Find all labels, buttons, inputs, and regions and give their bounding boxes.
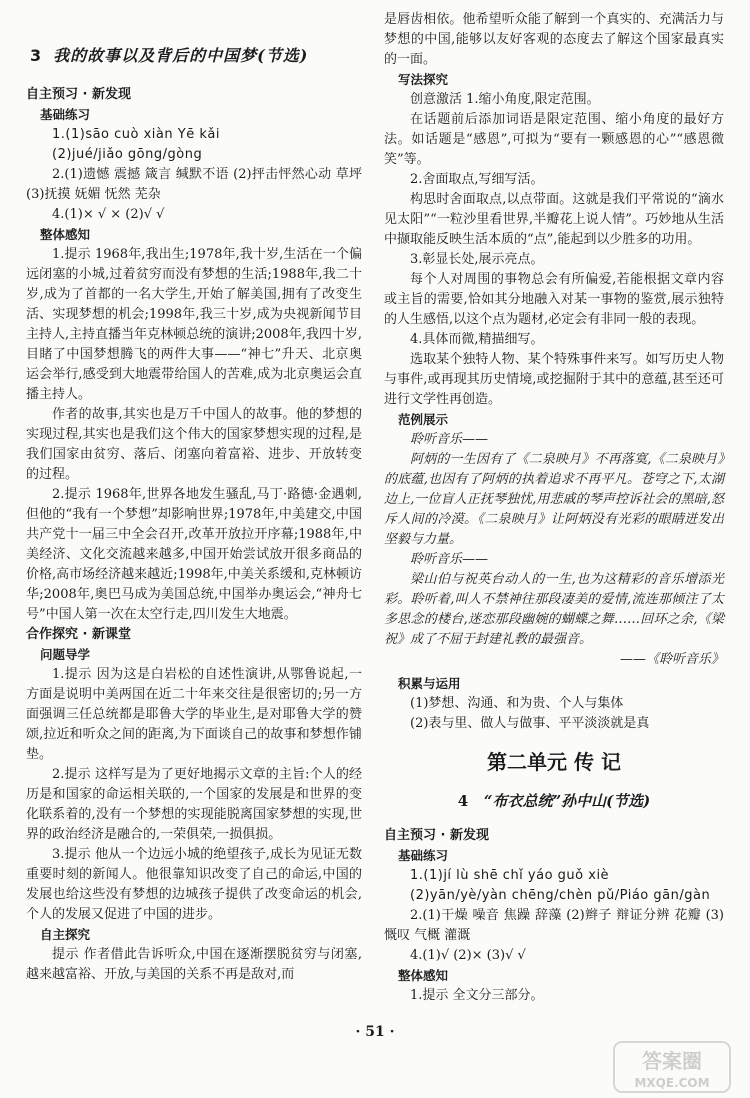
subheading-basic-practice: 基础练习 [40, 107, 91, 122]
page-number: · 51 · [355, 1024, 395, 1040]
paragraph-continued: 是唇齿相依。他希望听众能了解到一个真实的、充满活力与梦想的中国,能够以友好客观的态度去了解这个国家最真实的一面。 [384, 12, 724, 67]
answer-l4-b1a: 1.(1)jí lù shē chǐ yáo guǒ xiè [410, 868, 610, 883]
accumulate-2: (2)表与里、做人与做事、平平淡淡就是真 [410, 716, 650, 731]
writing-tip-1: 创意激活 1.缩小角度,限定范围。 [410, 92, 600, 107]
answer-l4-b4: 4.(1)√ (2)× (3)√ √ [410, 948, 526, 963]
lesson-4-title [384, 790, 724, 812]
subheading-guide: 问题导学 [40, 647, 91, 662]
paragraph-hint-2: 2.提示 1968年,世界各地发生骚乱,马丁·路德·金遇刺,但他的“我有一个梦想”却影响世界;1978年,中美建交,中国共产党十一届三中全会召开,改革开放拉开序幕;1988年,中美经济、文化交流越来越多,中国开始尝试放开很多商品的价格,高市场经济越来越近;1998年,中美关系缓和,克林顿访华;2008年,奥巴马成为美国总统,中国举办奥运会,“神舟七号”中国人第一次在太空行走,四川发生大地震。 [26, 487, 362, 622]
paragraph-guide-3: 3.提示 他从一个边远小城的绝望孩子,成长为见证无数重要时刻的新闻人。他很靠知识改变了自己的命运,中国的发展也给这些没有梦想的边城孩子提供了改变命运的机会,个人的发展又促进了中国的进步。 [26, 847, 362, 922]
watermark-logo [612, 1040, 732, 1094]
lesson-3-title [26, 45, 362, 67]
lesson-4-title-text: “布衣总统”孙中山(节选) [483, 792, 651, 810]
section-heading-preview: 自主预习 · 新发现 [26, 87, 131, 102]
writing-tip-2: 2.舍面取点,写细写活。 [410, 172, 544, 187]
lesson-title-text: 我的故事以及背后的中国梦(节选) [53, 46, 309, 65]
unit-title: 第二单元 传 记 [487, 750, 621, 774]
answer-b1b: (2)jué/jiǎo gōng/gòng [52, 147, 203, 162]
paragraph-guide-2: 2.提示 这样写是为了更好地揭示文章的主旨:个人的经历是和国家的命运相关联的,一个国家的发展是和世界的变化联系着的,没有一个梦想的实现能脱离国家梦想的实现,世界的政治经济是融合的,一荣俱荣,一损俱损。 [26, 767, 362, 842]
right-column [384, 10, 724, 1006]
writing-tip-2-text: 构思时舍面取点,以点带面。这就是我们平常说的“滴水见太阳”“一粒沙里看世界,半瓣花上说人情”。巧妙地从生活中撷取能反映生活本质的“点”,能起到以少胜多的功用。 [384, 192, 724, 247]
svg-text:MXQE.COM: MXQE.COM [634, 1076, 710, 1090]
left-column [26, 10, 362, 985]
section-heading-preview-2: 自主预习 · 新发现 [384, 828, 489, 843]
writing-tip-1-text: 在话题前后添加词语是限定范围、缩小角度的最好方法。如话题是“感恩”,可拟为“要有一颗感恩的心”“感恩微笑”等。 [384, 112, 724, 167]
subheading-example: 范例展示 [398, 412, 449, 427]
lesson-4-number: 4 [457, 792, 469, 810]
accumulate-1: (1)梦想、沟通、和为贵、个人与集体 [410, 696, 624, 711]
example-2-text: 梁山伯与祝英台动人的一生,也为这精彩的音乐增添光彩。聆听着,叫人不禁神往那段凄美的爱情,流连那倾注了太多思念的楼台,迷恋那段幽婉的蝴蝶之舞……回环之余,《梁祝》成了不屈于封建礼教的最强音。 [384, 572, 724, 647]
subheading-self-explore: 自主探究 [40, 927, 91, 942]
subheading-accumulate: 积累与运用 [398, 676, 461, 691]
answer-l4-b1b: (2)yān/yè/yàn chēng/chèn pǔ/Piáo gān/gàn [410, 888, 711, 903]
answer-b2: 2.(1)遗憾 震撼 箴言 缄默不语 (2)抨击怦然心动 草坪 (3)抚摸 妩媚 怃然 芜杂 [26, 167, 362, 202]
example-1-text: 阿炳的一生因有了《二泉映月》不再落寞,《二泉映月》的底蕴,也因有了阿炳的执着追求不再平凡。苍穹之下,太湖边上,一位盲人正抚琴独忧,用悲戚的琴声控诉社会的黑暗,怒斥人间的冷漠。《二泉映月》让阿炳没有光彩的眼睛迸发出坚毅与力量。 [384, 452, 724, 547]
example-2-heading: 聆听音乐—— [410, 552, 489, 567]
writing-tip-3: 3.彰显长处,展示亮点。 [410, 252, 544, 267]
svg-text:答案圈: 答案圈 [642, 1049, 702, 1073]
lesson-number: 3 [30, 46, 42, 65]
example-1-heading: 聆听音乐—— [410, 432, 489, 447]
example-source: ——《聆听音乐》 [619, 652, 724, 667]
paragraph-guide-1: 1.提示 因为这是白岩松的自述性演讲,从鄂鲁说起,一方面是说明中美两国在近二十年来交往是很密切的;另一方面强调三任总统都是耶鲁大学的毕业生,是对耶鲁大学的赞颂,拉近和听众之间的距离,为下面谈自己的故事和梦想作铺垫。 [26, 667, 362, 762]
paragraph-hint-1: 1.提示 1968年,我出生;1978年,我十岁,生活在一个偏远闭塞的小城,过着贫穷而没有梦想的生活;1988年,我二十岁,成为了首都的一名大学生,开始了解美国,拥有了改变生活、实现梦想的机会;1998年,我三十岁,成为央视新闻节目主持人,主持直播当年克林顿总统的演讲;2008年,我四十岁,目睹了中国梦想腾飞的两件大事——“神七”升天、北京奥运会举行,感受到大地震带给国人的苦难,成为北京奥运会直播主持人。 [26, 247, 362, 402]
writing-tip-3-text: 每个人对周围的事物总会有所偏爱,若能根据文章内容或主旨的需要,恰如其分地融入对某一事物的鉴赏,展示独特的人生感悟,以这个点为题材,必定会有非同一般的表现。 [384, 272, 724, 327]
paragraph-explore: 提示 作者借此告诉听众,中国在逐渐摆脱贫穷与闭塞,越来越富裕、开放,与美国的关系不再是敌对,而 [26, 947, 362, 982]
paragraph-author-story: 作者的故事,其实也是万千中国人的故事。他的梦想的实现过程,其实也是我们这个伟大的国家梦想实现的过程,是我们国家由贫穷、落后、闭塞向着富裕、进步、开放转变的过程。 [26, 407, 362, 482]
answer-l4-b2: 2.(1)干燥 噪音 焦躁 辞藻 (2)辫子 辩证分辨 花瓣 (3)慨叹 气概 灌溉 [384, 908, 724, 943]
writing-tip-4: 4.具体而微,精描细写。 [410, 332, 544, 347]
subheading-overall-2: 整体感知 [398, 968, 449, 983]
subheading-overall: 整体感知 [40, 227, 91, 242]
subheading-writing: 写法探究 [398, 72, 449, 87]
subheading-basic-practice-2: 基础练习 [398, 848, 449, 863]
answer-l4-overall: 1.提示 全文分三部分。 [410, 988, 544, 1003]
answer-b1a: 1.(1)sāo cuò xiàn Yē kǎi [52, 127, 220, 142]
section-heading-cooperation: 合作探究 · 新课堂 [26, 627, 131, 642]
writing-tip-4-text: 选取某个独特人物、某个特殊事件来写。如写历史人物与事件,或再现其历史情境,或挖掘附于其中的意蕴,甚至还可进行文学性再创造。 [384, 352, 724, 407]
answer-b4: 4.(1)× √ × (2)√ √ [52, 207, 165, 222]
